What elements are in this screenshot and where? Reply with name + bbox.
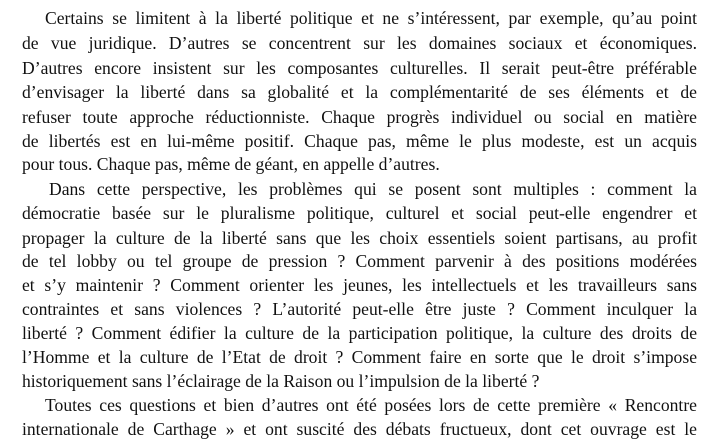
text-line-2: de vue juridique. D’autres se concentrent sur les domaines sociaux et économiques. — [22, 33, 697, 53]
text-line-15: l’Homme et la culture de l’Etat de droit ? Comment faire en sorte que le droit s’impose — [22, 347, 697, 367]
text-line-10: propager la culture de la liberté sans que les choix essentiels soient partisans, au profit — [22, 228, 697, 248]
text-line-16: historiquement sans l’éclairage de la Raison ou l’impulsion de la liberté ? — [22, 371, 540, 391]
text-line-9: démocratie basée sur le pluralisme politique, culturel et social peut-elle engendrer et — [22, 203, 697, 223]
text-line-5: refuser toute approche réductionniste. Chaque progrès individuel ou social en matière — [22, 107, 697, 127]
text-line-4: d’envisager la liberté dans sa globalité et la complémentarité de ses éléments et de — [22, 82, 697, 102]
text-line-1: Certains se limitent à la liberté politique et ne s’intéressent, par exemple, qu’au point — [45, 8, 697, 28]
text-line-11: de tel lobby ou tel groupe de pression ? Comment parvenir à des positions modérées — [22, 251, 697, 271]
text-line-6: de libertés est en lui-même positif. Chaque pas, même le plus modeste, est un acquis — [22, 131, 697, 151]
text-line-14: liberté ? Comment édifier la culture de la participation politique, la culture des droits de — [22, 323, 697, 343]
text-line-7: pour tous. Chaque pas, même de géant, en appelle d’autres. — [22, 154, 440, 174]
text-line-12: et s’y maintenir ? Comment orienter les jeunes, les intellectuels et les travailleurs sans — [22, 275, 697, 295]
text-line-17: Toutes ces questions et bien d’autres ont été posées lors de cette première « Rencontre — [45, 395, 697, 415]
text-line-13: contraintes et sans violences ? L’autorité peut-elle être juste ? Comment inculquer la — [22, 299, 697, 319]
text-line-8: Dans cette perspective, les problèmes qui se posent sont multiples : comment la — [49, 179, 697, 199]
text-line-3: D’autres encore insistent sur les composantes culturelles. Il serait peut-être préférable — [22, 58, 697, 78]
text-line-18: internationale de Carthage » et ont suscité des débats fructueux, dont cet ouvrage est le — [22, 419, 697, 439]
